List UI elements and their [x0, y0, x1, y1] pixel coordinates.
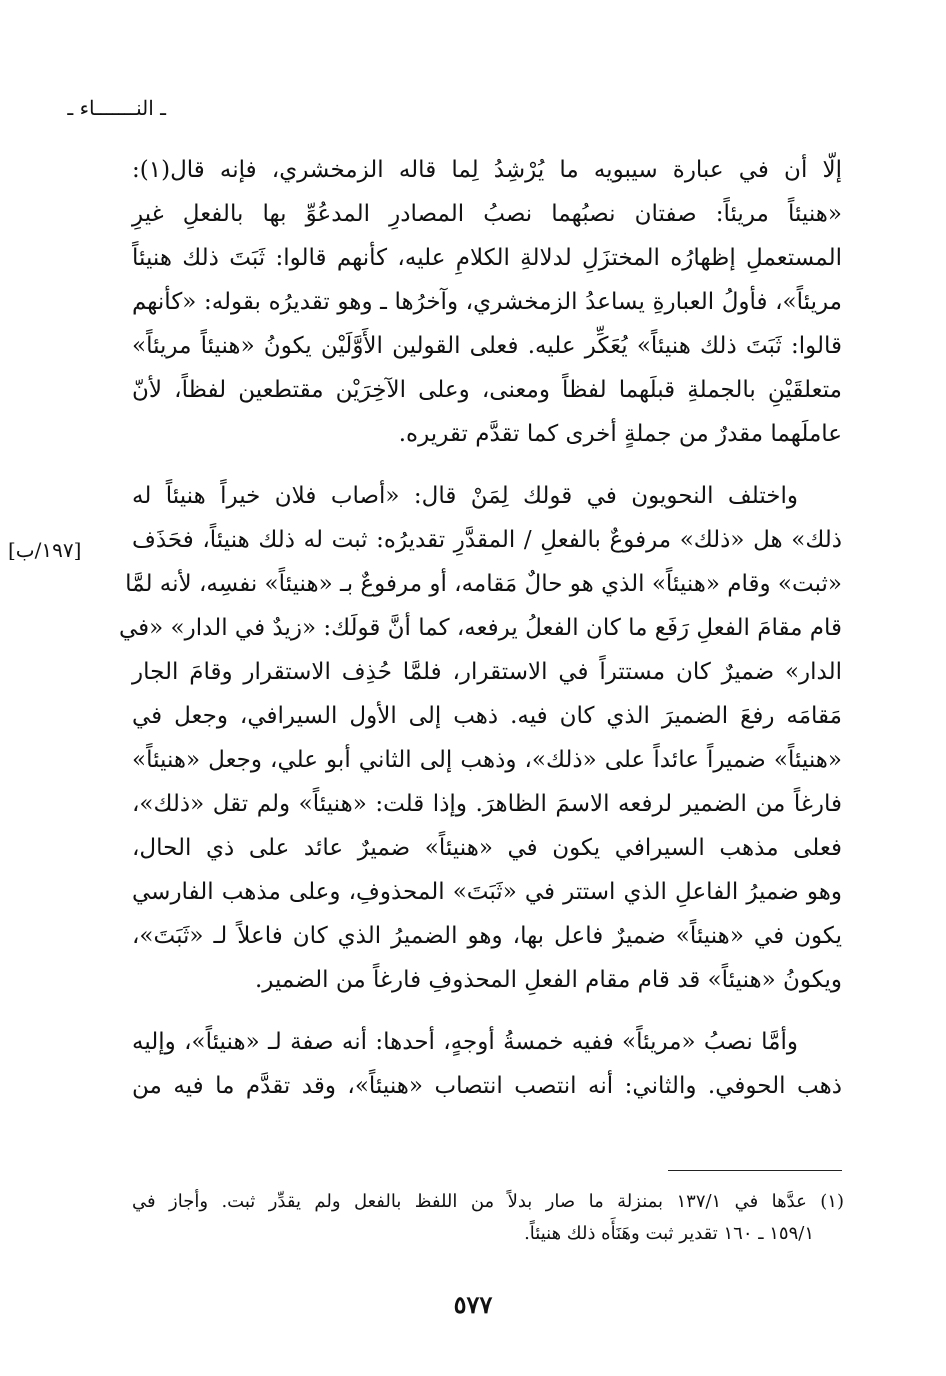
- text-line: عاملَهما مقدرٌ من جملةٍ أخرى كما تقدَّم تقريره.: [398, 421, 842, 447]
- paragraph-1: [132, 148, 842, 456]
- text-line: فارغاً من الضمير لرفعه الاسمَ الظاهرَ. وإذا قلت: «هنيئاً» ولم تقل «ذلك»،: [132, 791, 842, 817]
- text-line: متعلقَيْنِ بالجملةِ قبلَهما لفظاً ومعنى، وعلى الآخِرَيْن مقتطعين لفظاً، لأنّ: [132, 377, 842, 403]
- page-number: ٥٧٧: [453, 1290, 493, 1319]
- paragraph-3: [132, 1020, 842, 1108]
- text-line: إلّا أن في عبارة سيبويه ما يُرْشِدُ لِما قاله الزمخشري، فإنه قال(١):: [132, 157, 842, 183]
- footnote-separator: [668, 1170, 842, 1171]
- footnote-line: ١٥٩/١ ـ ١٦٠ تقدير ثبت وهَنَأَه ذلك هنيئاً.: [524, 1223, 814, 1244]
- text-line: ذلك» هل «ذلك» مرفوعٌ بالفعلِ / المقدَّرِ تقديرُه: ثبت له ذلك هنيئاً، فحَذَف: [132, 527, 842, 553]
- text-line: مريئاً»، فأولُ العبارةِ يساعدُ الزمخشري، وآخرُها ـ وهو تقديرُه بقوله: «كأنهم: [132, 289, 842, 315]
- text-line: قام مقامَ الفعلِ رَفَع ما كان الفعلُ يرفعه، كما أنَّ قولَك: «زيدٌ في الدار» «في: [119, 615, 842, 641]
- text-line: قالوا: ثَبَتَ ذلك هنيئاً» يُعَكِّر عليه. فعلى القولين الأَوَّلَيْن يكونُ «هنيئاً مريئاً»: [132, 333, 842, 359]
- text-line: مَقامَه رفعَ الضميرَ الذي كان فيه. ذهب إلى الأول السيرافي، وجعل في: [132, 703, 842, 729]
- text-line: الدار» ضميرٌ كان مستتراً في الاستقرار، فلمَّا حُذِف الاستقرار وقامَ الجار: [132, 659, 842, 685]
- footnote: [132, 1186, 844, 1250]
- running-header: ـ النـــــــاء ـ: [67, 96, 166, 120]
- text-line: واختلف النحويون في قولك لِمَنْ قال: «أصاب فلان خيراً هنيئاً له: [132, 483, 798, 509]
- footnote-line: (١) عدَّها في ١٣٧/١ بمنزلة ما صار بدلاً من اللفظ بالفعل ولم يقدِّر ثبت. وأجاز في: [132, 1191, 844, 1212]
- paragraph-gap: [132, 456, 842, 474]
- text-line: «ثبت» وقام «هنيئاً» الذي هو حالٌ مَقامه، أو مرفوعٌ بـ «هنيئاً» نفسِه، لأنه لمَّا: [125, 571, 842, 597]
- text-line: وهو ضميرُ الفاعلِ الذي استتر في «ثَبَتَ» المحذوفِ، وعلى مذهب الفارسي: [132, 879, 842, 905]
- main-text: [119, 148, 842, 1108]
- text-line: فعلى مذهب السيرافي يكون في «هنيئاً» ضميرٌ عائد على ذي الحال،: [132, 835, 842, 861]
- text-line: «هنيئاً مريئاً: صفتان نصبُهما نصبُ المصادرِ المدعُوِّ بها بالفعلِ غيرِ: [132, 201, 842, 227]
- paragraph-2: [119, 474, 842, 1002]
- text-line: وأمَّا نصبُ «مريئاً» ففيه خمسةُ أوجهٍ، أحدها: أنه صفة لـ «هنيئاً»، وإليه: [132, 1029, 798, 1055]
- text-line: ذهب الحوفي. والثاني: أنه انتصب انتصاب «هنيئاً»، وقد تقدَّم ما فيه من: [132, 1073, 842, 1099]
- manuscript-folio-note: [١٩٧/ب]: [8, 538, 82, 562]
- text-line: «هنيئاً» ضميراً عائداً على «ذلك»، وذهب إلى الثاني أبو علي، وجعل «هنيئاً»: [132, 747, 842, 773]
- text-line: ويكونُ «هنيئاً» قد قام مقام الفعلِ المحذوفِ فارغاً من الضمير.: [254, 967, 842, 993]
- text-line: يكون في «هنيئاً» ضميرٌ فاعل بها، وهو الضميرُ الذي كان فاعلاً لـ «ثَبَتَ»،: [132, 923, 842, 949]
- text-line: المستعملِ إظهارُه المختزَلِ لدلالةِ الكلامِ عليه، كأنهم قالوا: ثَبَتَ ذلك هنيئاً: [132, 245, 842, 271]
- paragraph-gap: [132, 1002, 842, 1020]
